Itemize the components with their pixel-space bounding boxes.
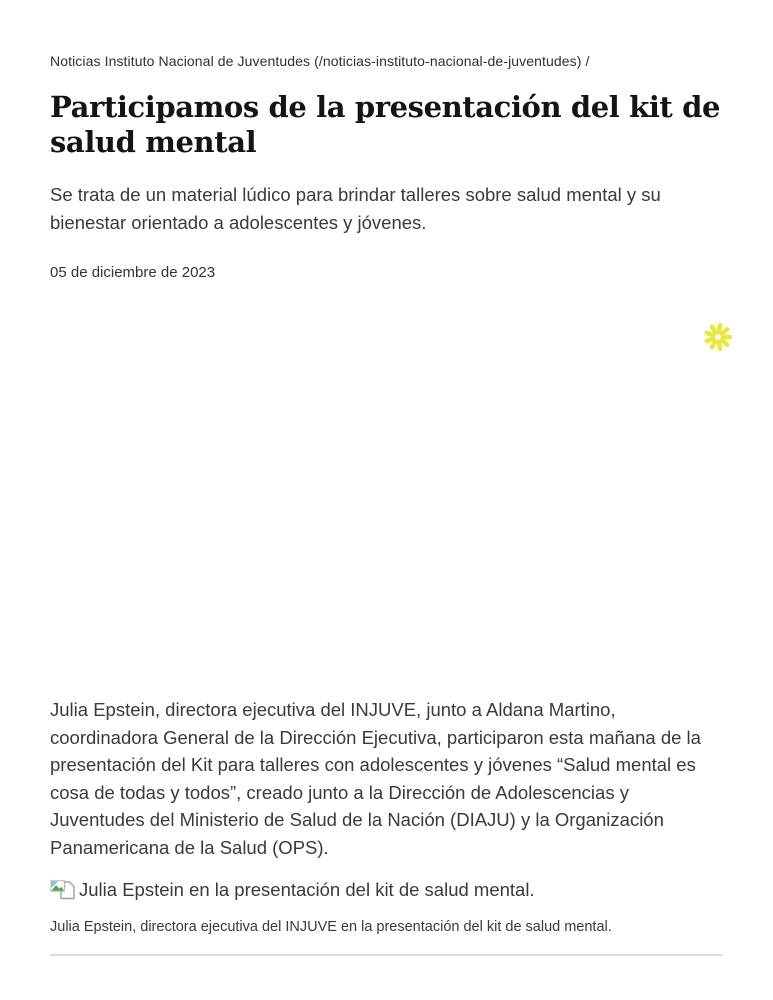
section-divider: [50, 954, 723, 956]
breadcrumb-link-noticias[interactable]: Noticias Instituto Nacional de Juventudes (/noticias-instituto-nacional-de-juventudes): [50, 53, 582, 69]
article-body: Julia Epstein, directora ejecutiva del INJUVE, junto a Aldana Martino, coordinadora General de la Dirección Ejecutiva, participaron esta mañana de la presentación del Kit para talleres con adolescentes y jóvenes “Salud mental es cosa de todas y todos”, creado junto a la Dirección de Adolescencias y Juventudes del Ministerio de Salud de la Nación (DIAJU) y la Organización Panamericana de la Salud (OPS).: [50, 699, 701, 858]
article-date: 05 de diciembre de 2023: [50, 264, 216, 281]
breadcrumb: [50, 52, 723, 70]
image-loading-area: [50, 322, 723, 696]
broken-image-icon: [50, 878, 76, 902]
image-caption: Julia Epstein, directora ejecutiva del INJUVE en la presentación del kit de salud mental.: [50, 919, 612, 935]
page-title: Participamos de la presentación del kit de salud mental: [50, 90, 721, 159]
broken-image-alt-text: Julia Epstein en la presentación del kit de salud mental.: [79, 879, 535, 900]
loading-spinner-icon: [703, 322, 733, 352]
breadcrumb-separator: /: [585, 53, 590, 69]
article-lede: Se trata de un material lúdico para brindar talleres sobre salud mental y su bienestar orientado a adolescentes y jóvenes.: [50, 184, 661, 233]
broken-image-row: [50, 877, 723, 903]
article-page: [50, 0, 723, 956]
